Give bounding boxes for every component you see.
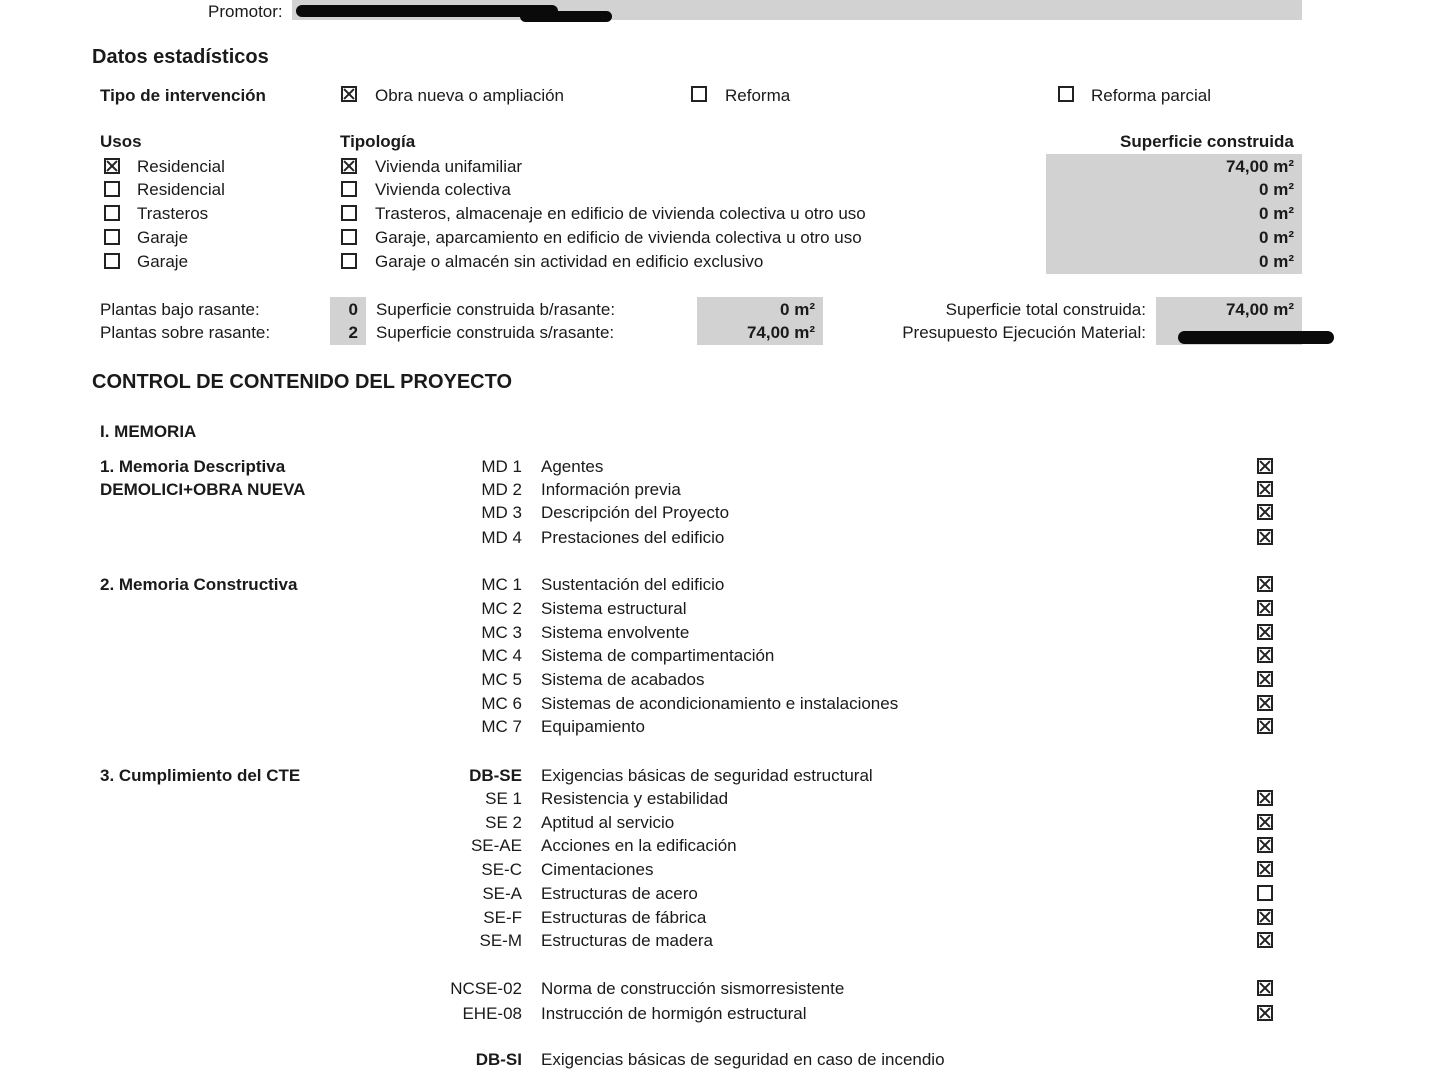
- uso-label: Trasteros: [137, 204, 209, 223]
- plantas-bajo-value: 0: [348, 300, 358, 319]
- item-code: NCSE-02: [450, 979, 522, 998]
- item-checkbox[interactable]: [1257, 861, 1273, 877]
- item-desc: Agentes: [541, 457, 604, 476]
- item-code: MC 7: [481, 717, 522, 736]
- item-checkbox[interactable]: [1257, 814, 1273, 830]
- item-checkbox[interactable]: [1257, 1005, 1273, 1021]
- tipologia-checkbox[interactable]: [341, 181, 357, 197]
- item-code: MD 4: [481, 528, 522, 547]
- uso-label: Garaje: [137, 228, 189, 247]
- tipologia-checkbox[interactable]: [341, 158, 357, 174]
- superficie-header: Superficie construida: [1120, 132, 1294, 151]
- item-code: MD 3: [481, 503, 522, 522]
- item-checkbox[interactable]: [1257, 980, 1273, 996]
- sup-total-value: 74,00 m²: [1225, 300, 1294, 319]
- item-desc: Sustentación del edificio: [541, 575, 725, 594]
- item-checkbox[interactable]: [1257, 718, 1273, 734]
- uso-label: Residencial: [137, 180, 225, 199]
- item-desc: Estructuras de madera: [541, 931, 713, 950]
- tipologia-checkbox[interactable]: [341, 229, 357, 245]
- item-code: DB-SE: [469, 766, 522, 785]
- item-checkbox[interactable]: [1257, 576, 1273, 592]
- tipologia-label: Garaje o almacén sin actividad en edificio exclusivo: [375, 252, 764, 271]
- sec1-title: 1. Memoria Descriptiva: [100, 457, 286, 476]
- superficie-value: 74,00 m²: [1225, 157, 1294, 176]
- item-desc: Sistema envolvente: [541, 623, 690, 642]
- item-desc: Sistema de acabados: [541, 670, 705, 689]
- item-desc: Estructuras de acero: [541, 884, 698, 903]
- sec3-title: 3. Cumplimiento del CTE: [100, 766, 301, 785]
- item-desc: Cimentaciones: [541, 860, 654, 879]
- tipologia-checkbox[interactable]: [341, 205, 357, 221]
- item-checkbox[interactable]: [1257, 504, 1273, 520]
- sup-total-label: Superficie total construida:: [945, 300, 1146, 319]
- item-desc: Sistema estructural: [541, 599, 687, 618]
- intervention-label-obra-nueva: Obra nueva o ampliación: [375, 86, 565, 105]
- tipologia-label: Trasteros, almacenaje en edificio de vivienda colectiva u otro uso: [375, 204, 866, 223]
- item-checkbox[interactable]: [1257, 600, 1273, 616]
- item-code: MC 6: [481, 694, 522, 713]
- superficie-value: 0 m²: [1259, 204, 1294, 223]
- item-code: MD 2: [481, 480, 522, 499]
- item-code: MD 1: [481, 457, 522, 476]
- plantas-bajo-label: Plantas bajo rasante:: [100, 300, 260, 319]
- item-desc: Resistencia y estabilidad: [541, 789, 729, 808]
- plantas-sobre-value: 2: [348, 323, 358, 342]
- item-desc: Información previa: [541, 480, 681, 499]
- item-desc: Acciones en la edificación: [541, 836, 737, 855]
- item-code: SE-A: [482, 884, 522, 903]
- sup-sobre-value: 74,00 m²: [746, 323, 815, 342]
- sup-bajo-value: 0 m²: [780, 300, 815, 319]
- sec2-title: 2. Memoria Constructiva: [100, 575, 298, 594]
- uso-checkbox[interactable]: [104, 253, 120, 269]
- tipologia-label: Vivienda unifamiliar: [375, 157, 523, 176]
- item-checkbox[interactable]: [1257, 695, 1273, 711]
- intervention-checkbox-reforma-parcial[interactable]: [1058, 86, 1074, 102]
- intervention-checkbox-reforma[interactable]: [691, 86, 707, 102]
- item-code: MC 2: [481, 599, 522, 618]
- promotor-redaction-tail: [520, 11, 612, 22]
- promotor-label: Promotor:: [208, 2, 283, 21]
- item-code: SE-M: [479, 931, 522, 950]
- uso-checkbox[interactable]: [104, 229, 120, 245]
- item-desc: Exigencias básicas de seguridad en caso de incendio: [541, 1050, 945, 1069]
- item-code: SE 1: [485, 789, 522, 808]
- item-code: MC 5: [481, 670, 522, 689]
- item-desc: Equipamiento: [541, 717, 645, 736]
- pem-label: Presupuesto Ejecución Material:: [902, 323, 1146, 342]
- item-desc: Exigencias básicas de seguridad estructural: [541, 766, 873, 785]
- uso-label: Residencial: [137, 157, 225, 176]
- usos-header: Usos: [100, 132, 142, 151]
- tipologia-checkbox[interactable]: [341, 253, 357, 269]
- tipologia-label: Garaje, aparcamiento en edificio de vivienda colectiva u otro uso: [375, 228, 862, 247]
- sec1-sub: DEMOLICI+OBRA NUEVA: [100, 480, 306, 499]
- pem-redaction: [1178, 331, 1334, 344]
- item-code: SE-C: [481, 860, 522, 879]
- item-checkbox[interactable]: [1257, 458, 1273, 474]
- item-code: MC 4: [481, 646, 522, 665]
- uso-checkbox[interactable]: [104, 205, 120, 221]
- item-desc: Sistema de compartimentación: [541, 646, 775, 665]
- item-checkbox[interactable]: [1257, 529, 1273, 545]
- intervention-checkbox-obra-nueva[interactable]: [341, 86, 357, 102]
- item-checkbox[interactable]: [1257, 932, 1273, 948]
- item-desc: Instrucción de hormigón estructural: [541, 1004, 807, 1023]
- item-desc: Norma de construcción sismorresistente: [541, 979, 845, 998]
- item-code: SE-AE: [470, 836, 522, 855]
- intervention-label-reforma-parcial: Reforma parcial: [1091, 86, 1211, 105]
- item-code: SE 2: [485, 813, 522, 832]
- uso-checkbox[interactable]: [104, 158, 120, 174]
- item-checkbox[interactable]: [1257, 671, 1273, 687]
- item-desc: Estructuras de fábrica: [541, 908, 707, 927]
- superficie-value: 0 m²: [1259, 228, 1294, 247]
- sup-sobre-label: Superficie construida s/rasante:: [376, 323, 615, 342]
- plantas-sobre-label: Plantas sobre rasante:: [100, 323, 271, 342]
- item-desc: Descripción del Proyecto: [541, 503, 730, 522]
- item-desc: Aptitud al servicio: [541, 813, 675, 832]
- item-checkbox[interactable]: [1257, 624, 1273, 640]
- tipologia-header: Tipología: [340, 132, 416, 151]
- item-code: SE-F: [483, 908, 522, 927]
- tipologia-label: Vivienda colectiva: [375, 180, 511, 199]
- intervention-label: Tipo de intervención: [100, 86, 266, 105]
- promotor-redaction: [296, 5, 558, 17]
- item-code: MC 1: [481, 575, 522, 594]
- intervention-label-reforma: Reforma: [725, 86, 791, 105]
- superficie-value: 0 m²: [1259, 180, 1294, 199]
- item-checkbox[interactable]: [1257, 909, 1273, 925]
- item-checkbox[interactable]: [1257, 790, 1273, 806]
- item-code: EHE-08: [462, 1004, 522, 1023]
- item-checkbox[interactable]: [1257, 885, 1273, 901]
- memoria-title: I. MEMORIA: [100, 422, 197, 441]
- control-title: CONTROL DE CONTENIDO DEL PROYECTO: [92, 371, 513, 393]
- superficie-value: 0 m²: [1259, 252, 1294, 271]
- item-checkbox[interactable]: [1257, 481, 1273, 497]
- item-checkbox[interactable]: [1257, 837, 1273, 853]
- item-desc: Sistemas de acondicionamiento e instalaciones: [541, 694, 899, 713]
- item-code: DB-SI: [475, 1050, 522, 1069]
- stats-title: Datos estadísticos: [92, 46, 269, 68]
- item-checkbox[interactable]: [1257, 647, 1273, 663]
- sup-bajo-label: Superficie construida b/rasante:: [376, 300, 616, 319]
- item-desc: Prestaciones del edificio: [541, 528, 725, 547]
- uso-checkbox[interactable]: [104, 181, 120, 197]
- uso-label: Garaje: [137, 252, 189, 271]
- item-code: MC 3: [481, 623, 522, 642]
